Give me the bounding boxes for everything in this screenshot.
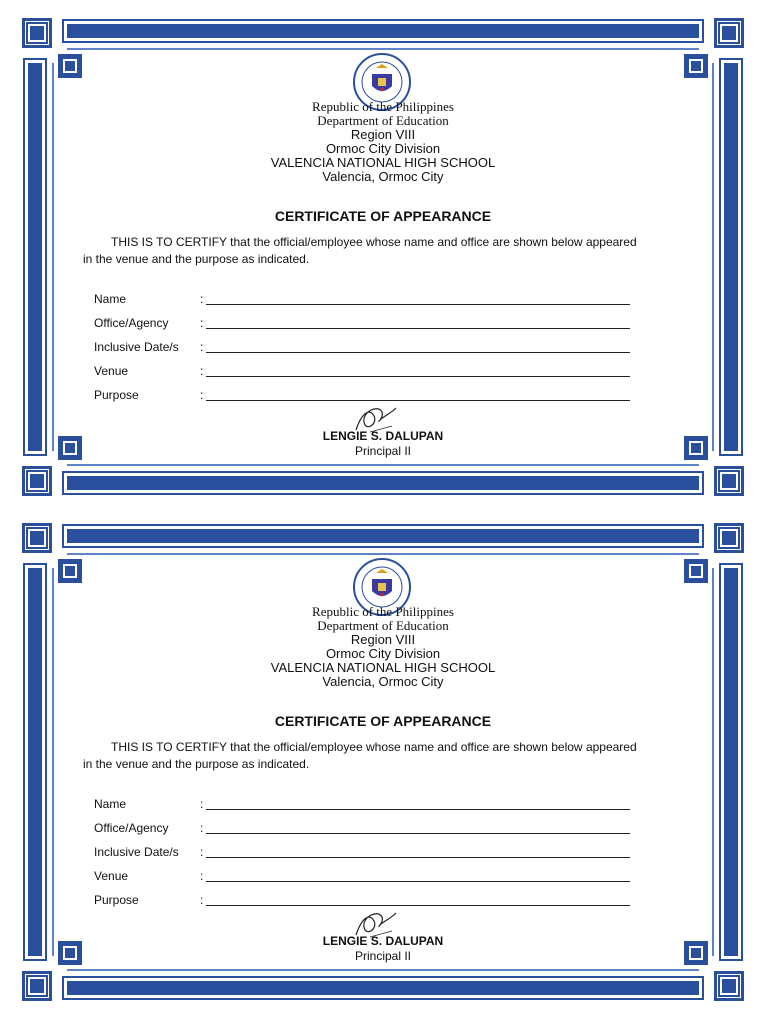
name-input-line[interactable] <box>206 304 630 305</box>
purpose-input-line[interactable] <box>206 905 630 906</box>
border-line-top <box>67 553 699 555</box>
field-label: Office/Agency <box>94 821 169 835</box>
signatory-name: LENGIE S. DALUPAN <box>322 934 444 948</box>
field-inclusive-dates <box>94 340 634 356</box>
header-line1: Republic of the Philippines <box>312 604 454 619</box>
name-input-line[interactable] <box>206 809 630 810</box>
header-region: Region VIII <box>350 127 416 142</box>
field-colon: : <box>200 364 204 378</box>
border-line-bottom <box>67 969 699 971</box>
inclusive-dates-input-line[interactable] <box>206 352 630 353</box>
border-bar-top <box>67 529 699 543</box>
corner-ornament-icon <box>22 466 52 496</box>
venue-input-line[interactable] <box>206 881 630 882</box>
field-label: Inclusive Date/s <box>94 340 179 354</box>
office-agency-input-line[interactable] <box>206 833 630 834</box>
border-bar-top <box>67 24 699 38</box>
field-inclusive-dates <box>94 845 634 861</box>
venue-input-line[interactable] <box>206 376 630 377</box>
header-school: VALENCIA NATIONAL HIGH SCHOOL <box>270 155 496 170</box>
field-name <box>94 797 634 813</box>
corner-ornament-icon <box>58 54 82 78</box>
field-label: Venue <box>94 869 129 883</box>
corner-ornament-icon <box>714 523 744 553</box>
field-colon: : <box>200 388 204 402</box>
inclusive-dates-input-line[interactable] <box>206 857 630 858</box>
field-office-agency <box>94 821 634 837</box>
field-label: Purpose <box>94 893 139 907</box>
signatory-name: LENGIE S. DALUPAN <box>322 429 444 443</box>
field-colon: : <box>200 316 204 330</box>
agency-header <box>22 100 744 184</box>
certificate-title: CERTIFICATE OF APPEARANCE <box>274 713 492 729</box>
corner-ornament-icon <box>22 971 52 1001</box>
field-venue <box>94 869 634 885</box>
border-bar-bottom <box>67 981 699 995</box>
field-label: Venue <box>94 364 129 378</box>
agency-header <box>22 605 744 689</box>
certification-text <box>83 234 643 268</box>
field-colon: : <box>200 797 204 811</box>
corner-ornament-icon <box>714 18 744 48</box>
field-colon: : <box>200 821 204 835</box>
signatory-position: Principal II <box>354 444 412 458</box>
corner-ornament-icon <box>22 523 52 553</box>
field-label: Name <box>94 292 127 306</box>
corner-ornament-icon <box>684 559 708 583</box>
field-colon: : <box>200 340 204 354</box>
certification-text-rest: appeared in the venue and the purpose as indicated. <box>83 740 637 771</box>
signatory-block <box>22 429 744 459</box>
field-label: Name <box>94 797 127 811</box>
field-colon: : <box>200 845 204 859</box>
certification-text-rest: appeared in the venue and the purpose as indicated. <box>83 235 637 266</box>
header-region: Region VIII <box>350 632 416 647</box>
border-bar-bottom <box>67 476 699 490</box>
signatory-block <box>22 934 744 964</box>
border-line-bottom <box>67 464 699 466</box>
field-colon: : <box>200 292 204 306</box>
header-school: VALENCIA NATIONAL HIGH SCHOOL <box>270 660 496 675</box>
certification-text-lead: THIS IS TO CERTIFY that the official/employee whose name and office are shown below <box>111 740 583 754</box>
field-office-agency <box>94 316 634 332</box>
corner-ornament-icon <box>714 971 744 1001</box>
field-colon: : <box>200 893 204 907</box>
header-line2: Department of Education <box>317 618 449 633</box>
field-colon: : <box>200 869 204 883</box>
purpose-input-line[interactable] <box>206 400 630 401</box>
header-address: Valencia, Ormoc City <box>322 674 444 689</box>
header-division: Ormoc City Division <box>325 141 441 156</box>
corner-ornament-icon <box>22 18 52 48</box>
certificate-1 <box>22 18 744 496</box>
field-label: Office/Agency <box>94 316 169 330</box>
certification-text-lead: THIS IS TO CERTIFY that the official/employee whose name and office are shown below <box>111 235 583 249</box>
border-line-top <box>67 48 699 50</box>
header-line1: Republic of the Philippines <box>312 99 454 114</box>
field-venue <box>94 364 634 380</box>
certification-text <box>83 739 643 773</box>
header-division: Ormoc City Division <box>325 646 441 661</box>
signatory-position: Principal II <box>354 949 412 963</box>
field-name <box>94 292 634 308</box>
corner-ornament-icon <box>684 54 708 78</box>
corner-ornament-icon <box>714 466 744 496</box>
field-label: Inclusive Date/s <box>94 845 179 859</box>
certificate-2 <box>22 523 744 1001</box>
field-label: Purpose <box>94 388 139 402</box>
header-address: Valencia, Ormoc City <box>322 169 444 184</box>
header-line2: Department of Education <box>317 113 449 128</box>
certificate-title: CERTIFICATE OF APPEARANCE <box>274 208 492 224</box>
corner-ornament-icon <box>58 559 82 583</box>
office-agency-input-line[interactable] <box>206 328 630 329</box>
